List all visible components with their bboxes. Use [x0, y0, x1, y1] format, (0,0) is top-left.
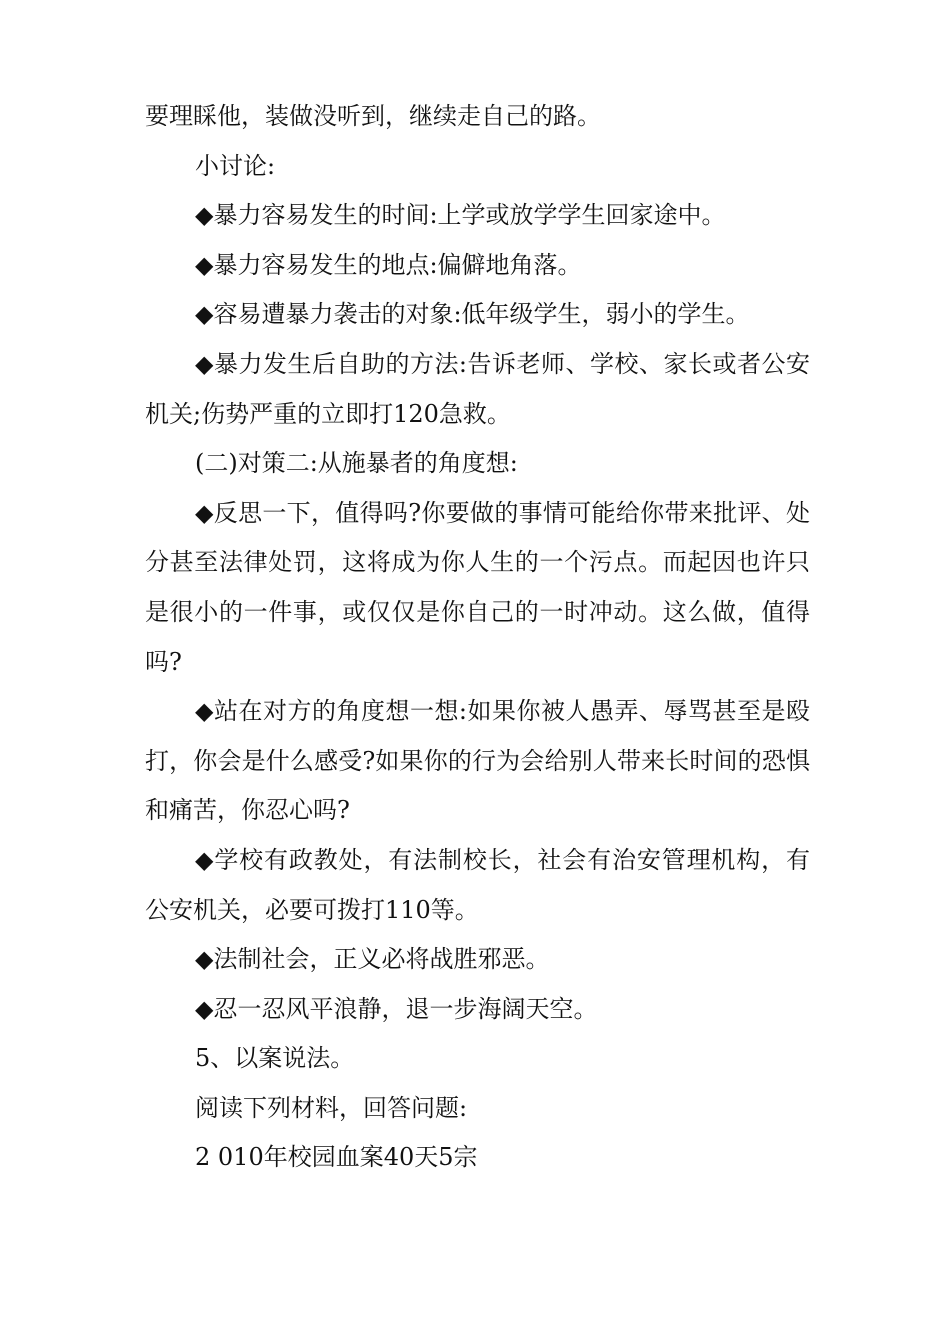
paragraph-self-help: ◆暴力发生后自助的方法:告诉老师、学校、家长或者公安机关;伤势严重的立即打120急救。	[145, 349, 810, 428]
paragraph-violence-time: ◆暴力容易发生的时间:上学或放学学生回家途中。	[195, 201, 726, 230]
paragraph-reflect: ◆反思一下，值得吗?你要做的事情可能给你带来批评、处分甚至法律处罚，这将成为你人生的一个污点。而起因也许只是很小的一件事，或仅仅是你自己的一时冲动。这么做，值得吗?	[145, 498, 810, 676]
paragraph-institutions: ◆学校有政教处，有法制校长，社会有治安管理机构，有公安机关，必要可拨打110等。	[145, 845, 810, 924]
paragraph-empathy: ◆站在对方的角度想一想:如果你被人愚弄、辱骂甚至是殴打，你会是什么感受?如果你的行为会给别人带来长时间的恐惧和痛苦，你忍心吗?	[145, 697, 810, 825]
paragraph-strategy-two-heading: (二)对策二:从施暴者的角度想:	[195, 449, 518, 478]
paragraph-case-title: 2 010年校园血案40天5宗	[195, 1143, 478, 1172]
paragraph-justice: ◆法制社会，正义必将战胜邪恶。	[195, 945, 550, 974]
document-body	[145, 92, 810, 1183]
paragraph-violence-place: ◆暴力容易发生的地点:偏僻地角落。	[195, 250, 582, 279]
paragraph-reading-instruction: 阅读下列材料，回答问题:	[195, 1093, 468, 1122]
paragraph-patience: ◆忍一忍风平浪静，退一步海阔天空。	[195, 994, 598, 1023]
paragraph-violence-target: ◆容易遭暴力袭击的对象:低年级学生，弱小的学生。	[195, 300, 750, 329]
paragraph-case-heading: 5、以案说法。	[195, 1044, 355, 1073]
paragraph-discussion-heading: 小讨论:	[195, 151, 276, 180]
paragraph-continuation: 要理睬他，装做没听到，继续走自己的路。	[145, 102, 601, 130]
